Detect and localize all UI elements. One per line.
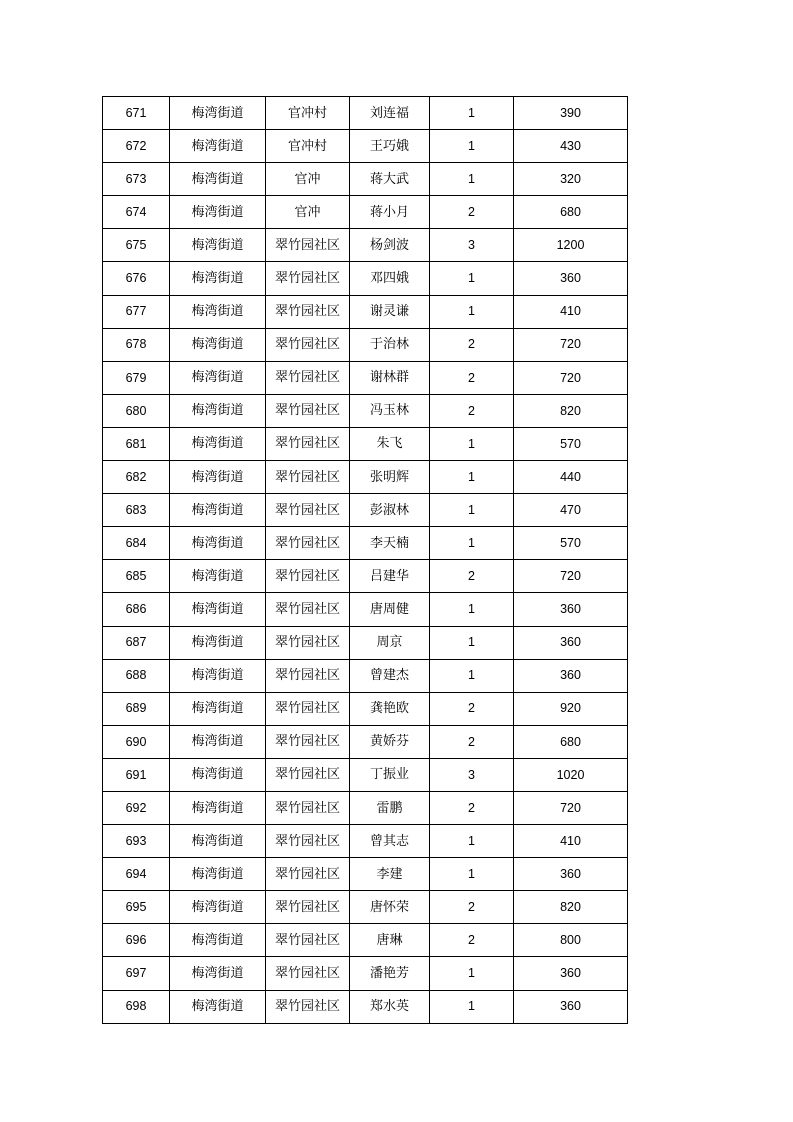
cell-count: 1 — [430, 957, 514, 990]
cell-no: 680 — [103, 394, 170, 427]
table-row — [103, 130, 628, 163]
cell-community: 翠竹园社区 — [266, 295, 350, 328]
cell-no: 682 — [103, 461, 170, 494]
cell-amount: 800 — [514, 924, 628, 957]
cell-amount: 1200 — [514, 229, 628, 262]
cell-amount: 360 — [514, 262, 628, 295]
table-row — [103, 196, 628, 229]
cell-amount: 360 — [514, 990, 628, 1023]
cell-name: 周京 — [350, 626, 430, 659]
table-row — [103, 858, 628, 891]
cell-street: 梅湾街道 — [170, 262, 266, 295]
cell-no: 697 — [103, 957, 170, 990]
cell-name: 李天楠 — [350, 527, 430, 560]
cell-community: 官冲 — [266, 196, 350, 229]
cell-no: 690 — [103, 725, 170, 758]
table-row — [103, 494, 628, 527]
table-row — [103, 659, 628, 692]
cell-no: 677 — [103, 295, 170, 328]
table-row — [103, 97, 628, 130]
cell-community: 翠竹园社区 — [266, 427, 350, 460]
cell-count: 1 — [430, 130, 514, 163]
cell-name: 谢灵谦 — [350, 295, 430, 328]
cell-street: 梅湾街道 — [170, 494, 266, 527]
cell-amount: 360 — [514, 957, 628, 990]
cell-count: 1 — [430, 461, 514, 494]
cell-amount: 680 — [514, 725, 628, 758]
cell-street: 梅湾街道 — [170, 394, 266, 427]
cell-community: 翠竹园社区 — [266, 229, 350, 262]
cell-name: 龚艳欧 — [350, 692, 430, 725]
cell-community: 翠竹园社区 — [266, 858, 350, 891]
cell-amount: 920 — [514, 692, 628, 725]
cell-community: 翠竹园社区 — [266, 494, 350, 527]
cell-count: 1 — [430, 427, 514, 460]
cell-street: 梅湾街道 — [170, 990, 266, 1023]
table-row — [103, 957, 628, 990]
table-body — [103, 97, 628, 1024]
cell-no: 681 — [103, 427, 170, 460]
cell-count: 1 — [430, 990, 514, 1023]
cell-street: 梅湾街道 — [170, 725, 266, 758]
cell-count: 1 — [430, 163, 514, 196]
cell-name: 杨剑波 — [350, 229, 430, 262]
table-row — [103, 593, 628, 626]
cell-count: 1 — [430, 659, 514, 692]
cell-amount: 680 — [514, 196, 628, 229]
cell-street: 梅湾街道 — [170, 527, 266, 560]
cell-no: 689 — [103, 692, 170, 725]
table-row — [103, 229, 628, 262]
cell-community: 官冲村 — [266, 97, 350, 130]
cell-count: 2 — [430, 328, 514, 361]
cell-community: 翠竹园社区 — [266, 791, 350, 824]
table-row — [103, 758, 628, 791]
cell-count: 2 — [430, 692, 514, 725]
cell-count: 2 — [430, 924, 514, 957]
cell-community: 翠竹园社区 — [266, 461, 350, 494]
cell-street: 梅湾街道 — [170, 791, 266, 824]
cell-community: 翠竹园社区 — [266, 527, 350, 560]
cell-community: 官冲村 — [266, 130, 350, 163]
cell-no: 679 — [103, 361, 170, 394]
table-row — [103, 924, 628, 957]
cell-community: 翠竹园社区 — [266, 593, 350, 626]
table-row — [103, 825, 628, 858]
table-row — [103, 262, 628, 295]
cell-no: 674 — [103, 196, 170, 229]
cell-no: 686 — [103, 593, 170, 626]
cell-name: 朱飞 — [350, 427, 430, 460]
cell-no: 695 — [103, 891, 170, 924]
cell-name: 冯玉林 — [350, 394, 430, 427]
table-row — [103, 527, 628, 560]
table-row — [103, 560, 628, 593]
cell-amount: 430 — [514, 130, 628, 163]
cell-street: 梅湾街道 — [170, 461, 266, 494]
table-row — [103, 725, 628, 758]
cell-community: 翠竹园社区 — [266, 626, 350, 659]
cell-name: 吕建华 — [350, 560, 430, 593]
cell-amount: 390 — [514, 97, 628, 130]
cell-name: 李建 — [350, 858, 430, 891]
cell-count: 3 — [430, 229, 514, 262]
cell-community: 翠竹园社区 — [266, 560, 350, 593]
cell-no: 672 — [103, 130, 170, 163]
cell-name: 蒋大武 — [350, 163, 430, 196]
cell-count: 2 — [430, 791, 514, 824]
table-row — [103, 163, 628, 196]
cell-name: 邓四娥 — [350, 262, 430, 295]
cell-no: 688 — [103, 659, 170, 692]
cell-amount: 720 — [514, 560, 628, 593]
cell-community: 翠竹园社区 — [266, 990, 350, 1023]
cell-community: 翠竹园社区 — [266, 262, 350, 295]
cell-community: 翠竹园社区 — [266, 758, 350, 791]
cell-name: 曾其志 — [350, 825, 430, 858]
cell-community: 翠竹园社区 — [266, 891, 350, 924]
cell-community: 官冲 — [266, 163, 350, 196]
cell-count: 1 — [430, 97, 514, 130]
cell-name: 黄娇芬 — [350, 725, 430, 758]
cell-count: 1 — [430, 527, 514, 560]
table-row — [103, 461, 628, 494]
cell-name: 郑水英 — [350, 990, 430, 1023]
cell-street: 梅湾街道 — [170, 692, 266, 725]
cell-street: 梅湾街道 — [170, 295, 266, 328]
cell-name: 于治林 — [350, 328, 430, 361]
cell-street: 梅湾街道 — [170, 891, 266, 924]
cell-count: 1 — [430, 262, 514, 295]
cell-count: 1 — [430, 858, 514, 891]
table-row — [103, 295, 628, 328]
cell-amount: 470 — [514, 494, 628, 527]
cell-name: 唐琳 — [350, 924, 430, 957]
cell-amount: 820 — [514, 394, 628, 427]
cell-street: 梅湾街道 — [170, 130, 266, 163]
cell-community: 翠竹园社区 — [266, 361, 350, 394]
cell-amount: 720 — [514, 791, 628, 824]
cell-amount: 1020 — [514, 758, 628, 791]
cell-amount: 440 — [514, 461, 628, 494]
cell-count: 2 — [430, 394, 514, 427]
cell-community: 翠竹园社区 — [266, 328, 350, 361]
cell-amount: 410 — [514, 295, 628, 328]
cell-count: 2 — [430, 891, 514, 924]
cell-name: 丁振业 — [350, 758, 430, 791]
cell-count: 2 — [430, 725, 514, 758]
cell-no: 698 — [103, 990, 170, 1023]
cell-street: 梅湾街道 — [170, 361, 266, 394]
cell-no: 678 — [103, 328, 170, 361]
cell-amount: 820 — [514, 891, 628, 924]
cell-name: 雷鹏 — [350, 791, 430, 824]
table-row — [103, 692, 628, 725]
cell-no: 696 — [103, 924, 170, 957]
cell-no: 685 — [103, 560, 170, 593]
cell-name: 张明辉 — [350, 461, 430, 494]
cell-no: 671 — [103, 97, 170, 130]
cell-amount: 570 — [514, 527, 628, 560]
cell-no: 691 — [103, 758, 170, 791]
cell-count: 1 — [430, 626, 514, 659]
cell-no: 694 — [103, 858, 170, 891]
cell-name: 唐周健 — [350, 593, 430, 626]
cell-no: 675 — [103, 229, 170, 262]
cell-count: 1 — [430, 494, 514, 527]
cell-community: 翠竹园社区 — [266, 957, 350, 990]
cell-no: 683 — [103, 494, 170, 527]
cell-community: 翠竹园社区 — [266, 725, 350, 758]
cell-name: 彭淑林 — [350, 494, 430, 527]
cell-amount: 360 — [514, 858, 628, 891]
table-row — [103, 361, 628, 394]
cell-street: 梅湾街道 — [170, 560, 266, 593]
cell-no: 693 — [103, 825, 170, 858]
cell-count: 3 — [430, 758, 514, 791]
cell-no: 692 — [103, 791, 170, 824]
cell-count: 1 — [430, 825, 514, 858]
table-row — [103, 394, 628, 427]
cell-name: 王巧娥 — [350, 130, 430, 163]
table-row — [103, 626, 628, 659]
table-row — [103, 891, 628, 924]
cell-name: 潘艳芳 — [350, 957, 430, 990]
table-row — [103, 427, 628, 460]
cell-no: 684 — [103, 527, 170, 560]
cell-count: 2 — [430, 560, 514, 593]
cell-no: 687 — [103, 626, 170, 659]
cell-count: 1 — [430, 295, 514, 328]
cell-amount: 320 — [514, 163, 628, 196]
cell-street: 梅湾街道 — [170, 163, 266, 196]
cell-amount: 720 — [514, 328, 628, 361]
cell-community: 翠竹园社区 — [266, 659, 350, 692]
cell-count: 2 — [430, 361, 514, 394]
cell-name: 谢林群 — [350, 361, 430, 394]
cell-street: 梅湾街道 — [170, 659, 266, 692]
cell-no: 673 — [103, 163, 170, 196]
table-row — [103, 791, 628, 824]
cell-street: 梅湾街道 — [170, 626, 266, 659]
cell-street: 梅湾街道 — [170, 328, 266, 361]
cell-amount: 720 — [514, 361, 628, 394]
cell-street: 梅湾街道 — [170, 957, 266, 990]
cell-community: 翠竹园社区 — [266, 394, 350, 427]
cell-name: 刘连福 — [350, 97, 430, 130]
cell-street: 梅湾街道 — [170, 196, 266, 229]
cell-name: 曾建杰 — [350, 659, 430, 692]
cell-amount: 410 — [514, 825, 628, 858]
cell-street: 梅湾街道 — [170, 593, 266, 626]
table-row — [103, 328, 628, 361]
cell-amount: 570 — [514, 427, 628, 460]
cell-name: 蒋小月 — [350, 196, 430, 229]
cell-street: 梅湾街道 — [170, 924, 266, 957]
cell-street: 梅湾街道 — [170, 858, 266, 891]
cell-amount: 360 — [514, 626, 628, 659]
cell-community: 翠竹园社区 — [266, 825, 350, 858]
cell-count: 1 — [430, 593, 514, 626]
cell-name: 唐怀荣 — [350, 891, 430, 924]
cell-no: 676 — [103, 262, 170, 295]
cell-street: 梅湾街道 — [170, 825, 266, 858]
cell-amount: 360 — [514, 659, 628, 692]
cell-community: 翠竹园社区 — [266, 692, 350, 725]
cell-street: 梅湾街道 — [170, 758, 266, 791]
cell-count: 2 — [430, 196, 514, 229]
cell-street: 梅湾街道 — [170, 97, 266, 130]
cell-amount: 360 — [514, 593, 628, 626]
cell-community: 翠竹园社区 — [266, 924, 350, 957]
cell-street: 梅湾街道 — [170, 229, 266, 262]
cell-street: 梅湾街道 — [170, 427, 266, 460]
table-row — [103, 990, 628, 1023]
data-table — [102, 96, 628, 1024]
